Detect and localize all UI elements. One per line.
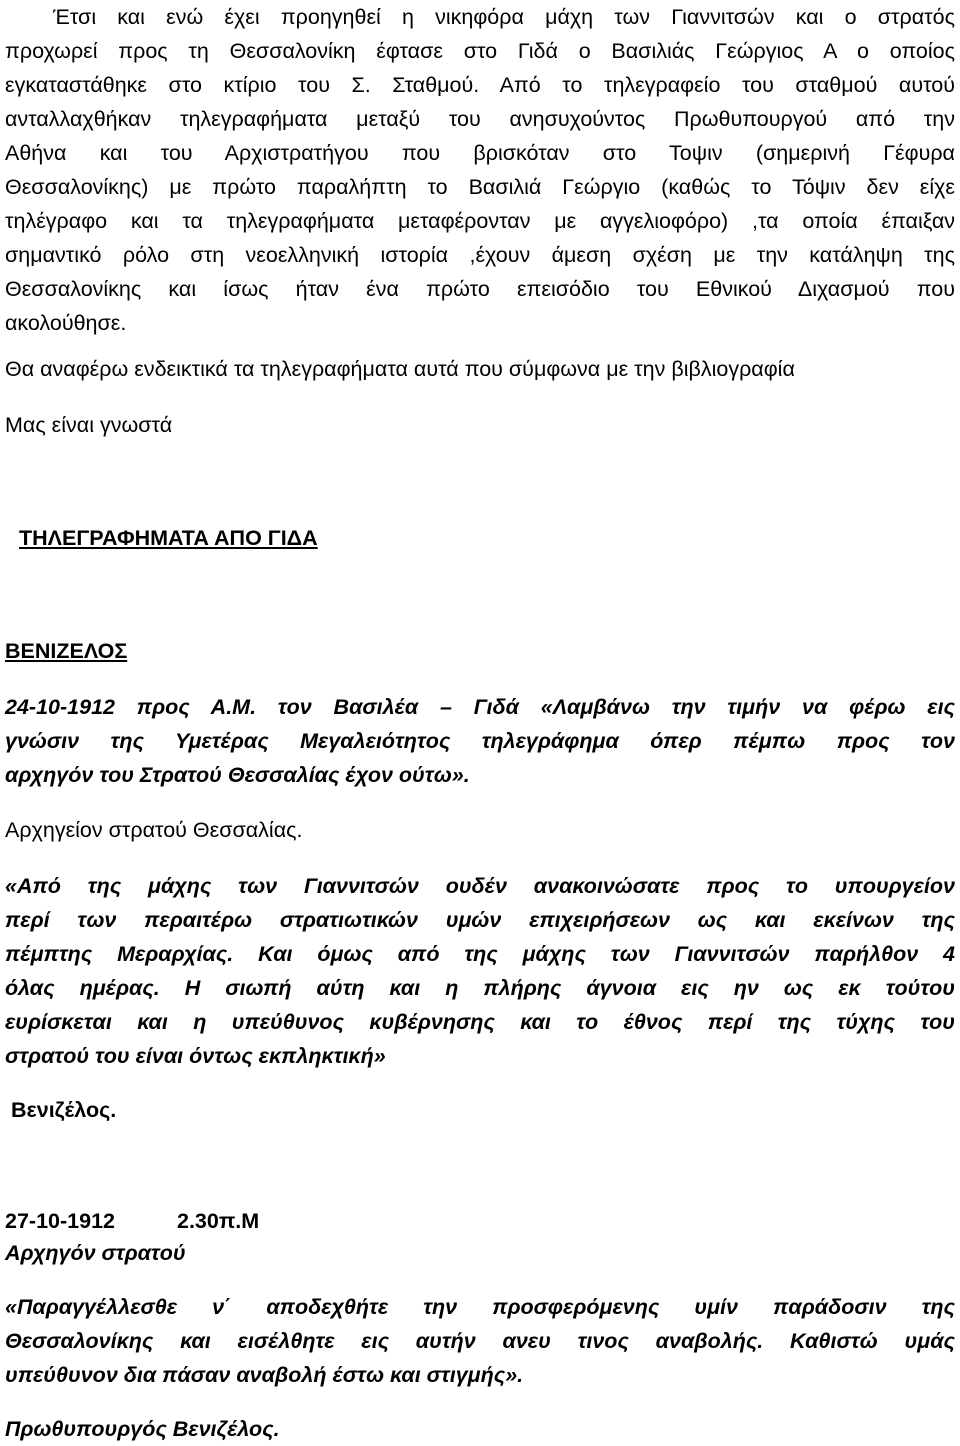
telegram-3-line: «Παραγγέλλεσθε ν΄ αποδεχθήτε την προσφερόμενης υμίν παράδοσιν της [5,1295,955,1319]
telegram-3-time: 2.30π.Μ [176,1209,260,1233]
section-heading [19,521,960,555]
signature-2-text: Πρωθυπουργός Βενιζέλος. [5,1417,280,1441]
intro-line: Έτσι και ενώ έχει προηγηθεί η νικηφόρα μάχη των Γιαννιτσών και ο στρατός [53,5,955,29]
venizelos-heading-text: ΒΕΝΙΖΕΛΟΣ [5,639,128,663]
signature-1-text: Βενιζέλος. [11,1098,117,1122]
telegram-3-line: υπεύθυνον δια πάσαν αναβολή έστω και στιγμής». [5,1363,524,1387]
venizelos-heading [5,634,955,668]
intro-line: Θεσσαλονίκης) με πρώτο παραλήπτη το Βασιλιά Γεώργιο (καθώς το Τόψιν δεν είχε [5,175,955,199]
intro-line: τηλέγραφο και τα τηλεγραφήματα μεταφέρονταν με αγγελιοφόρο) ,τα οποία έπαιξαν [5,209,955,233]
section-heading-text: ΤΗΛΕΓΡΑΦΗΜΑΤΑ ΑΠΟ ΓΙΔΑ [19,526,318,550]
telegram-2-line: όλας ημέρας. Η σιωπή αύτη και η πλήρης άγνοια εις ην ως εκ τούτου [5,976,955,1000]
telegram-2-line: στρατού του είναι όντως εκπληκτική» [5,1044,386,1068]
intro-line: ακολούθησε. [5,311,127,335]
intro-line: σημαντικό ρόλο στη νεοελληνική ιστορία ,έχουν άμεση σχέση με την κατάληψη της [5,243,955,267]
telegram-2-line: περί των περαιτέρω στρατιωτικών υμών επιχειρήσεων ως και εκείνων της [5,908,955,932]
hq-line [5,813,955,847]
telegram-3-header [5,1204,955,1270]
mention-line [5,352,955,386]
telegram-2-line: ευρίσκεται και η υπεύθυνος κυβέρνησης και το έθνος περί της τύχης του [5,1010,955,1034]
signature-1 [11,1093,960,1127]
hq-text: Αρχηγείον στρατού Θεσσαλίας. [5,818,303,842]
telegram-2-line: «Από της μάχης των Γιαννιτσών ουδέν ανακοινώσατε προς το υπουργείον [5,874,955,898]
mention-text: Θα αναφέρω ενδεικτικά τα τηλεγραφήματα αυτά που σύμφωνα με την βιβλιογραφία [5,357,795,381]
telegram-3-recipient: Αρχηγόν στρατού [5,1241,186,1265]
known-text: Μας είναι γνωστά [5,413,173,437]
signature-2 [5,1412,955,1446]
known-line [5,408,955,442]
telegram-1-line: 24-10-1912 προς Α.Μ. τον Βασιλέα – Γιδά «Λαμβάνω την τιμήν να φέρω εις [5,695,955,719]
telegram-3-line: Θεσσαλονίκης και εισέλθητε εις αυτήν ανευ τινος αναβολής. Καθιστώ υμάς [5,1329,955,1353]
intro-line: προχωρεί προς τη Θεσσαλονίκη έφτασε στο Γιδά ο Βασιλιάς Γεώργιος Α ο οποίος [5,39,955,63]
telegram-3-body [5,1290,955,1392]
intro-line: Αθήνα και του Αρχιστρατήγου που βρισκόταν στο Τοψιν (σημερινή Γέφυρα [5,141,955,165]
intro-line: εγκαταστάθηκε στο κτίριο του Σ. Σταθμού. Από το τηλεγραφείο του σταθμού αυτού [5,73,955,97]
telegram-3-date: 27-10-1912 [5,1209,115,1233]
telegram-3-datetime [5,1204,955,1238]
telegram-1 [5,690,955,792]
intro-line: Θεσσαλονίκης και ίσως ήταν ένα πρώτο επεισόδιο του Εθνικού Διχασμού που [5,277,955,301]
telegram-2 [5,869,955,1073]
intro-paragraph [5,0,955,340]
intro-line: ανταλλαχθήκαν τηλεγραφήματα μεταξύ του ανησυχούντος Πρωθυπουργού από την [5,107,955,131]
telegram-1-line: αρχηγόν του Στρατού Θεσσαλίας έχον ούτω». [5,763,470,787]
telegram-2-line: πέμπτης Μεραρχίας. Και όμως από της μάχης των Γιαννιτσών παρήλθον 4 [5,942,955,966]
telegram-1-line: γνώσιν της Υμετέρας Μεγαλειότητος τηλεγράφημα όπερ πέμπω προς τον [5,729,955,753]
